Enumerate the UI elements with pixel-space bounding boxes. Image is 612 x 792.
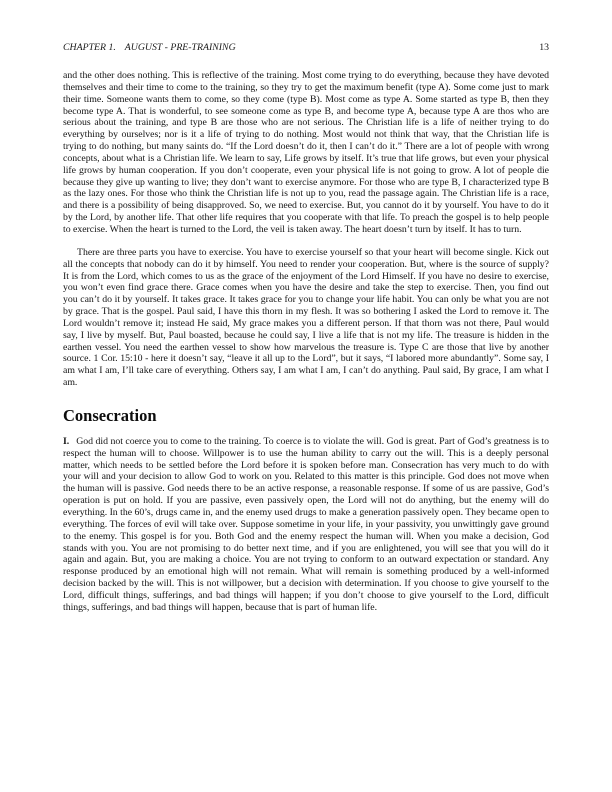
running-head: [63, 42, 236, 54]
paragraph-consecration-one-text: God did not coerce you to come to the training. To coerce is to violate the will. God is great. Part of God’s greatness is to respect the human will to choose. Willpower is to use the human ability to carry out the will. This is a deeply personal matter, which needs to be settled before the Lord before it is spoken before man. Consecration has very much to do with your will and your decision to allow God to work on you. Related to this matter is this principle. God does not move when the human will is passive. God needs there to be an active response, a reasonable response. If some of us are passive, God’s operation is put on hold. If you are passive, even passively open, the Lord will not do anything, but the enemy will do everything. In the 60’s, drugs came in, and the enemy used drugs to make a generation passively open. They became open to everything. The forces of evil will take over. Suppose sometime in your life, in your passivity, you unwittingly gave ground to the enemy. This gospel is for you. Both God and the enemy respect the human will. When you make a decision, God stands with you. You are not promising to do better next time, and if you are enlightened, you will see that you will do it again and again. But, you are making a choice. You are not trying to conform to an outward expectation or standard. Any response produced by an emotional high will not remain. What will remain is something produced by a well-informed decision backed by the will. This is not willpower, but a decision with determination. If you choose to give yourself to the Lord, difficult things, sufferings, and bad things will happen; if you don’t choose to give yourself to the Lord, difficult things, sufferings, and bad things will happen, because that is part of human life.: [63, 435, 549, 613]
paragraph-consecration-one: [63, 436, 549, 614]
page-number: 13: [539, 42, 549, 53]
list-marker-roman-one: I.: [63, 435, 70, 447]
paragraph-continuation: and the other does nothing. This is reflective of the training. Most come trying to do everything, because they have devoted themselves and their time to come to the training, so they try to get the maximum benefit (type A). Some come just to mark their time. Someone wants them to come, so they come (type B). Most come as type A. Some started as type B, then they become type A. That is wonderful, to see someone come as type B, and become type A, because type A are thos who are serious about the training, and type B are those who are not serious. The Christian life is a life of neither trying to do everything by ourselves; nor is it a life of trying to do nothing. Most would not think that way, that the Christian life is trying to do nothing, but many saints do. “If the Lord doesn’t do it, then I can’t do it.” There are a lot of people with wrong concepts, about what is a Christian life. We learn to say, Life grows by itself. It’s true that life grows, but even your physical life grows by human cooperation. If you don’t cooperate, even your physical life is not going to grow. A lot of people die because they give up wanting to live; they don’t want to exercise anymore. For those who are type B, I characterized type B as the lazy ones. For those who think the Christian life is not up to you, read the passage again. The Christian life is a race, and there is a possibility of being disapproved. So, we need to exercise. But, you cannot do it by yourself. You have to do it by the Lord, by another life. That other life requires that you cooperate with that life. To preach the gospel is to help people to exercise. When the heart is turned to the Lord, the veil is taken away. The heart doesn’t turn by itself. It has to turn.: [63, 70, 549, 235]
section-heading-consecration: Consecration: [63, 405, 157, 425]
chapter-label: CHAPTER 1.: [63, 42, 116, 53]
chapter-title: AUGUST - PRE-TRAINING: [124, 42, 236, 53]
page-body: [63, 70, 549, 614]
paragraph-exercise: There are three parts you have to exercise. You have to exercise yourself so that your heart will become single. Kick out all the concepts that nobody can do it by himself. You need to render your cooperation. But, where is the source of supply? It is from the Lord, which comes to us as the grace of the enjoyment of the Lord Himself. If you have no desire to exercise, you won’t even find grace there. Grace comes when you have the desire and take the step to exercise. Then, you find out you can’t do it by yourself. It takes grace. It takes grace for you to change your life habit. You can only be what you are not by grace. That is the gospel. Paul said, I have this thorn in my flesh. It was so bothering I asked the Lord to remove it. The Lord wouldn’t remove it; instead He said, My grace makes you a different person. If that thorn was not there, Paul would say, I live by myself. But, Paul boasted, because he could say, I live a life that is not my life. The treasure is hidden in the earthen vessel. You need the earthen vessel to show how marvelous the treasure is. Type C are those that live by another source. 1 Cor. 15:10 - here it doesn’t say, “leave it all up to the Lord”, but it says, “I labored more abundantly”. Some say, I am what I am, I’ll take care of everything. Others say, I am what I am, I can’t do anything. Paul said, By grace, I am what I am.: [63, 246, 549, 389]
page-header: [63, 42, 549, 54]
